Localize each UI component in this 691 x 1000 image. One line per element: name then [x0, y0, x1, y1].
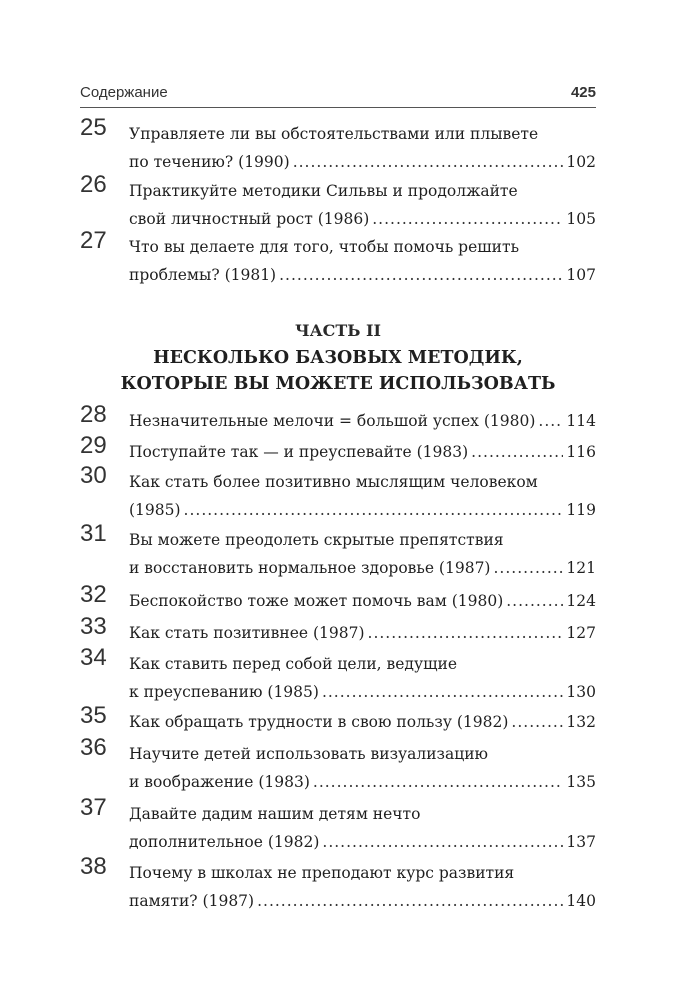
entry-page-number: 130 — [566, 683, 596, 701]
entry-last-line — [129, 496, 596, 524]
running-header — [80, 82, 596, 106]
toc-entry[interactable] — [80, 114, 596, 176]
entry-title-line: Как ставить перед собой цели, ведущие — [129, 655, 457, 673]
entry-page-number: 132 — [566, 713, 596, 731]
dot-leader — [279, 261, 563, 289]
entry-last-line — [129, 768, 596, 796]
entry-title-line: памяти? (1987) — [129, 892, 255, 910]
dot-leader — [372, 205, 563, 233]
chapter-number: 34 — [80, 644, 107, 671]
entry-last-line — [129, 887, 596, 915]
entry-last-line — [129, 828, 596, 856]
dot-leader — [511, 708, 563, 736]
chapter-number: 38 — [80, 853, 107, 880]
entry-last-line — [129, 438, 596, 466]
toc-entry[interactable] — [80, 734, 596, 796]
part-label: ЧАСТЬ II — [294, 321, 382, 340]
entry-title-line: проблемы? (1981) — [129, 266, 277, 284]
entry-page-number: 105 — [566, 210, 596, 228]
dot-leader — [313, 768, 564, 796]
entry-page-number: 127 — [566, 624, 596, 642]
entry-page-number: 114 — [566, 412, 596, 430]
entry-page-number: 124 — [566, 592, 596, 610]
entry-title-line: Управляете ли вы обстоятельствами или плывете — [129, 125, 539, 143]
header-divider — [80, 107, 596, 108]
dot-leader — [471, 438, 563, 466]
toc-entry[interactable] — [80, 462, 596, 524]
entry-title-line: Как обращать трудности в свою пользу (1982) — [129, 713, 509, 731]
chapter-number: 25 — [80, 114, 107, 141]
toc-entry[interactable] — [80, 702, 596, 736]
entry-title-line: Что вы делаете для того, чтобы помочь решить — [129, 238, 520, 256]
chapter-number: 27 — [80, 227, 107, 254]
entry-title-line: Научите детей использовать визуализацию — [129, 745, 489, 763]
entry-page-number: 107 — [566, 266, 596, 284]
entry-title-line: дополнительное (1982) — [129, 833, 320, 851]
dot-leader — [322, 828, 563, 856]
entry-title-line: Как стать более позитивно мыслящим человеком — [129, 473, 538, 491]
dot-leader — [538, 407, 563, 435]
entry-title-line: Практикуйте методики Сильвы и продолжайте — [129, 182, 518, 200]
entry-title-line: (1985) — [129, 501, 181, 519]
toc-entry[interactable] — [80, 581, 596, 615]
entry-title-line: Поступайте так — и преуспевайте (1983) — [129, 443, 469, 461]
toc-entry[interactable] — [80, 520, 596, 582]
entry-last-line — [129, 619, 596, 647]
entry-title-line: и воображение (1983) — [129, 773, 310, 791]
chapter-number: 33 — [80, 613, 107, 640]
chapter-number: 29 — [80, 432, 107, 459]
toc-entry[interactable] — [80, 432, 596, 466]
section-title: Содержание — [80, 84, 168, 101]
entry-title-line: Незначительные мелочи = большой успех (1980) — [129, 412, 536, 430]
toc-entry[interactable] — [80, 401, 596, 435]
entry-last-line — [129, 148, 596, 176]
entry-last-line — [129, 407, 596, 435]
entry-title-line: по течению? (1990) — [129, 153, 290, 171]
entry-last-line — [129, 554, 596, 582]
entry-title-line: Как стать позитивнее (1987) — [129, 624, 365, 642]
entry-last-line — [129, 261, 596, 289]
chapter-number: 26 — [80, 171, 107, 198]
entry-page-number: 102 — [566, 153, 596, 171]
chapter-number: 32 — [80, 581, 107, 608]
dot-leader — [493, 554, 563, 582]
entry-last-line — [129, 708, 596, 736]
entry-last-line — [129, 587, 596, 615]
chapter-number: 30 — [80, 462, 107, 489]
chapter-number: 37 — [80, 794, 107, 821]
entry-title-line: свой личностный рост (1986) — [129, 210, 370, 228]
entry-title-line: Вы можете преодолеть скрытые препятствия — [129, 531, 504, 549]
part-title-line: НЕСКОЛЬКО БАЗОВЫХ МЕТОДИК, — [153, 348, 523, 368]
chapter-number: 28 — [80, 401, 107, 428]
chapter-number: 36 — [80, 734, 107, 761]
dot-leader — [257, 887, 563, 915]
dot-leader — [184, 496, 564, 524]
entry-title-line: к преуспеванию (1985) — [129, 683, 319, 701]
entry-page-number: 119 — [566, 501, 596, 519]
entry-title-line: Беспокойство тоже может помочь вам (1980) — [129, 592, 504, 610]
entry-page-number: 140 — [566, 892, 596, 910]
entry-page-number: 135 — [566, 773, 596, 791]
entry-page-number: 121 — [566, 559, 596, 577]
dot-leader — [506, 587, 563, 615]
chapter-number: 35 — [80, 702, 107, 729]
page-number: 425 — [570, 84, 596, 101]
toc-entry[interactable] — [80, 794, 596, 856]
toc-entry[interactable] — [80, 644, 596, 706]
chapter-number: 31 — [80, 520, 107, 547]
toc-entry[interactable] — [80, 227, 596, 289]
entry-page-number: 137 — [566, 833, 596, 851]
entry-title-line: Давайте дадим нашим детям нечто — [129, 805, 421, 823]
entry-last-line — [129, 678, 596, 706]
dot-leader — [368, 619, 564, 647]
dot-leader — [293, 148, 564, 176]
toc-entry[interactable] — [80, 853, 596, 915]
entry-title-line: и восстановить нормальное здоровье (1987) — [129, 559, 491, 577]
toc-entry[interactable] — [80, 613, 596, 647]
entry-last-line — [129, 205, 596, 233]
entry-page-number: 116 — [566, 443, 596, 461]
part-title-line: КОТОРЫЕ ВЫ МОЖЕТЕ ИСПОЛЬЗОВАТЬ — [120, 374, 556, 394]
dot-leader — [322, 678, 563, 706]
entry-title-line: Почему в школах не преподают курс развития — [129, 864, 515, 882]
toc-entry[interactable] — [80, 171, 596, 233]
